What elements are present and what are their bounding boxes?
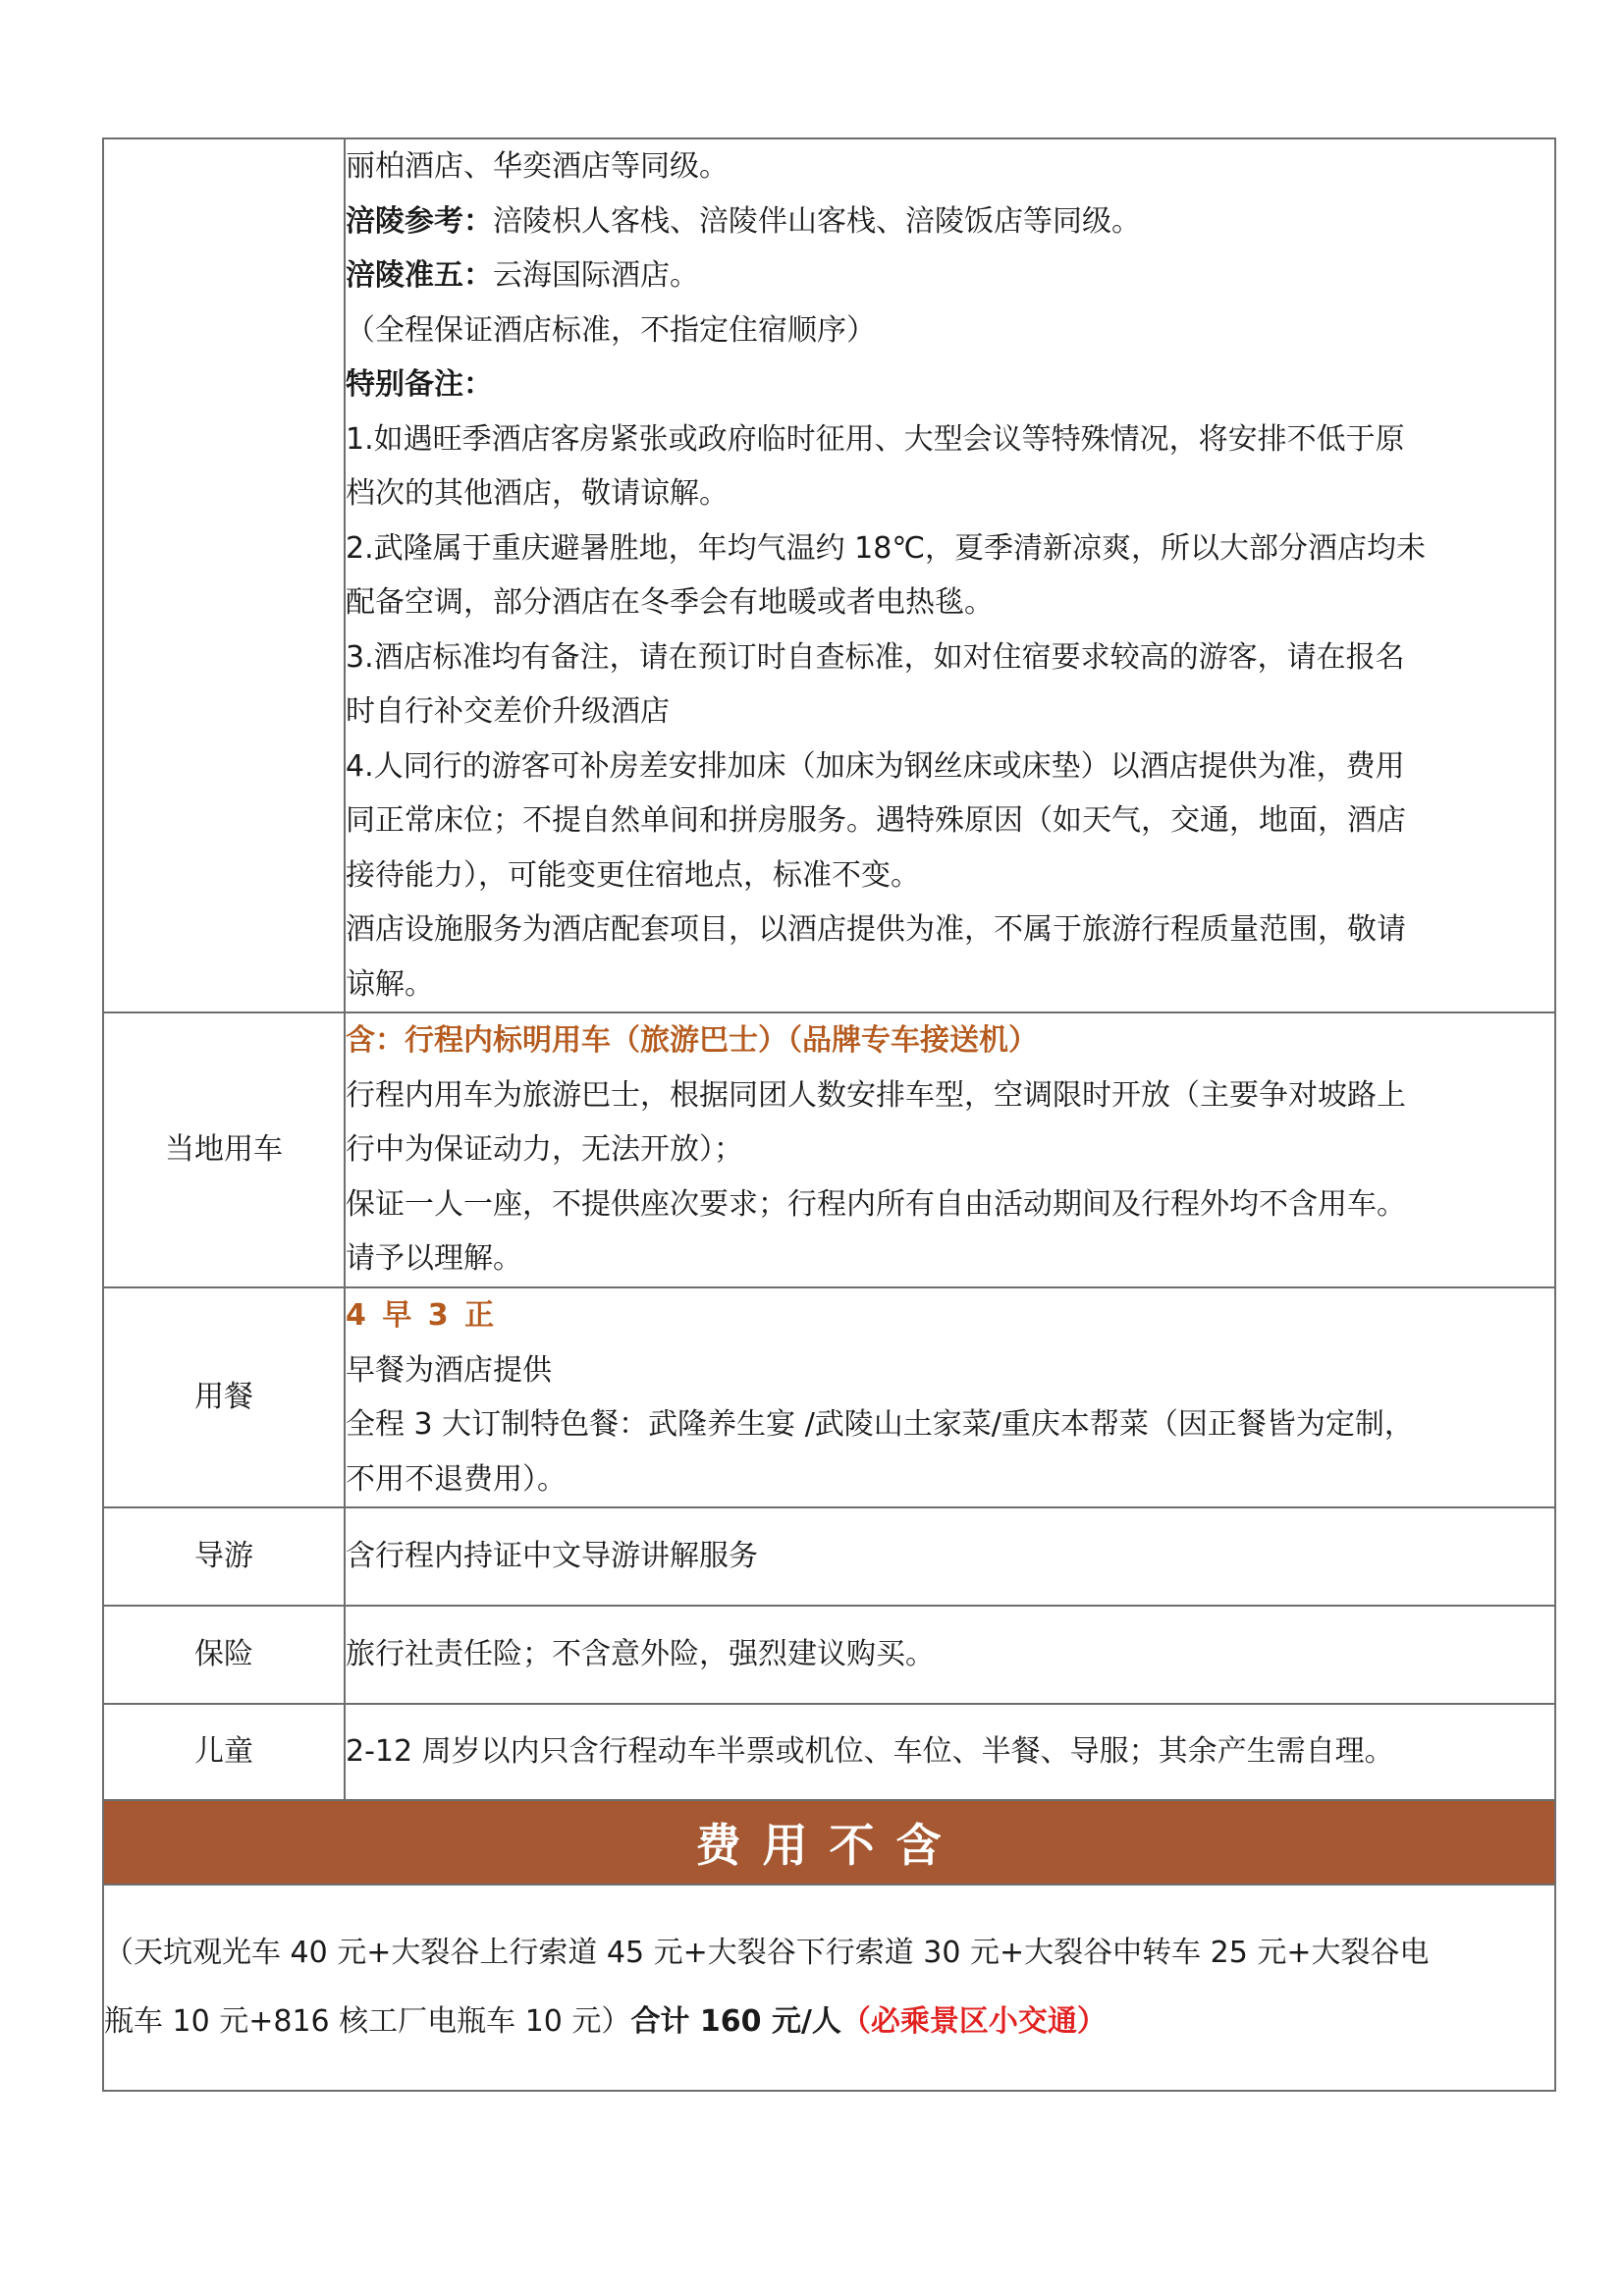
fuling-reference-line [346,194,1554,249]
exclusions-banner-row [103,1800,1555,1885]
remark-line: 4.人同行的游客可补房差安排加床（加床为钢丝床或床垫）以酒店提供为准，费用 [346,748,1405,784]
meals-line: 不用不退费用）。 [346,1461,567,1497]
hotel-continuation-line: 丽柏酒店、华奕酒店等同级。 [346,149,729,184]
hotel-info [345,138,1555,1012]
insurance-label: 保险 [103,1606,345,1704]
remark-line: 2.武隆属于重庆避暑胜地，年均气温约 18℃，夏季清新凉爽，所以大部分酒店均未 [346,530,1427,566]
remark-line: 酒店设施服务为酒店配套项目，以酒店提供为准，不属于旅游行程质量范围，敬请 [346,912,1406,947]
itinerary-table [102,137,1556,2092]
children-row [103,1704,1555,1800]
exclusions-banner: 费用不含 [103,1800,1555,1885]
insurance-text: 旅行社责任险；不含意外险，强烈建议购买。 [346,1637,935,1672]
children-text: 2-12 周岁以内只含行程动车半票或机位、车位、半餐、导服；其余产生需自理。 [346,1734,1394,1770]
insurance-row [103,1606,1555,1704]
remark-line: 3.酒店标准均有备注，请在预订时自查标准，如对住宿要求较高的游客，请在报名 [346,639,1405,675]
exclusions-items: 瓶车 10 元+816 核工厂电瓶车 10 元） [104,2004,631,2039]
transport-headline: 含：行程内标明用车（旅游巴士）（品牌专车接送机） [346,1023,1038,1059]
children-info [345,1704,1555,1800]
remark-line: 配备空调，部分酒店在冬季会有地暖或者电热毯。 [346,585,994,620]
fuling-five-star-label: 涪陵准五： [346,258,493,293]
children-label: 儿童 [103,1704,345,1800]
guide-label: 导游 [103,1507,345,1606]
guide-text: 含行程内持证中文导游讲解服务 [346,1539,758,1574]
remark-line: 档次的其他酒店，敬请谅解。 [346,476,729,511]
exclusions-info [103,1885,1555,2091]
meals-row [103,1287,1555,1507]
exclusions-line-1: （天坑观光车 40 元+大裂谷上行索道 45 元+大裂谷下行索道 30 元+大裂谷中转车 25 元+大裂谷电 [104,1936,1430,1970]
meals-label: 用餐 [103,1287,345,1507]
transport-line: 行中为保证动力，无法开放）； [346,1132,743,1168]
hotel-row-label [103,138,345,1012]
transport-line: 保证一人一座，不提供座次要求；行程内所有自由活动期间及行程外均不含用车。 [346,1186,1406,1222]
exclusions-row [103,1885,1555,2091]
exclusions-line-2 [104,1988,1554,2056]
remark-line: 同正常床位；不提自然单间和拼房服务。遇特殊原因（如天气，交通，地面，酒店 [346,803,1406,838]
guide-info [345,1507,1555,1606]
fuling-five-star-line [346,248,1554,303]
fuling-five-star-value: 云海国际酒店。 [493,258,699,293]
hotel-row [103,138,1555,1012]
meals-line: 全程 3 大订制特色餐：武隆养生宴 /武陵山土家菜/重庆本帮菜（因正餐皆为定制， [346,1407,1414,1442]
transport-row [103,1012,1555,1287]
exclusions-mandatory-note: （必乘景区小交通） [840,2004,1107,2039]
hotel-guarantee-note: （全程保证酒店标准，不指定住宿顺序） [346,312,876,348]
fuling-reference-label: 涪陵参考： [346,203,493,239]
transport-info [345,1012,1555,1287]
meals-line: 早餐为酒店提供 [346,1352,552,1388]
transport-line: 请予以理解。 [346,1241,522,1277]
transport-line: 行程内用车为旅游巴士，根据同团人数安排车型，空调限时开放（主要争对坡路上 [346,1077,1406,1113]
remark-line: 时自行补交差价升级酒店 [346,694,670,729]
remark-line: 接待能力），可能变更住宿地点，标准不变。 [346,857,920,893]
guide-row [103,1507,1555,1606]
meals-info [345,1287,1555,1507]
insurance-info [345,1606,1555,1704]
meals-headline: 4 早 3 正 [346,1298,498,1333]
transport-label: 当地用车 [103,1012,345,1287]
special-remarks-title: 特别备注： [346,367,493,402]
exclusions-total: 合计 160 元/人 [630,2004,841,2039]
fuling-reference-value: 涪陵枳人客栈、涪陵伴山客栈、涪陵饭店等同级。 [493,203,1141,239]
remark-line: 1.如遇旺季酒店客房紧张或政府临时征用、大型会议等特殊情况，将安排不低于原 [346,421,1405,457]
remark-line: 谅解。 [346,966,434,1002]
